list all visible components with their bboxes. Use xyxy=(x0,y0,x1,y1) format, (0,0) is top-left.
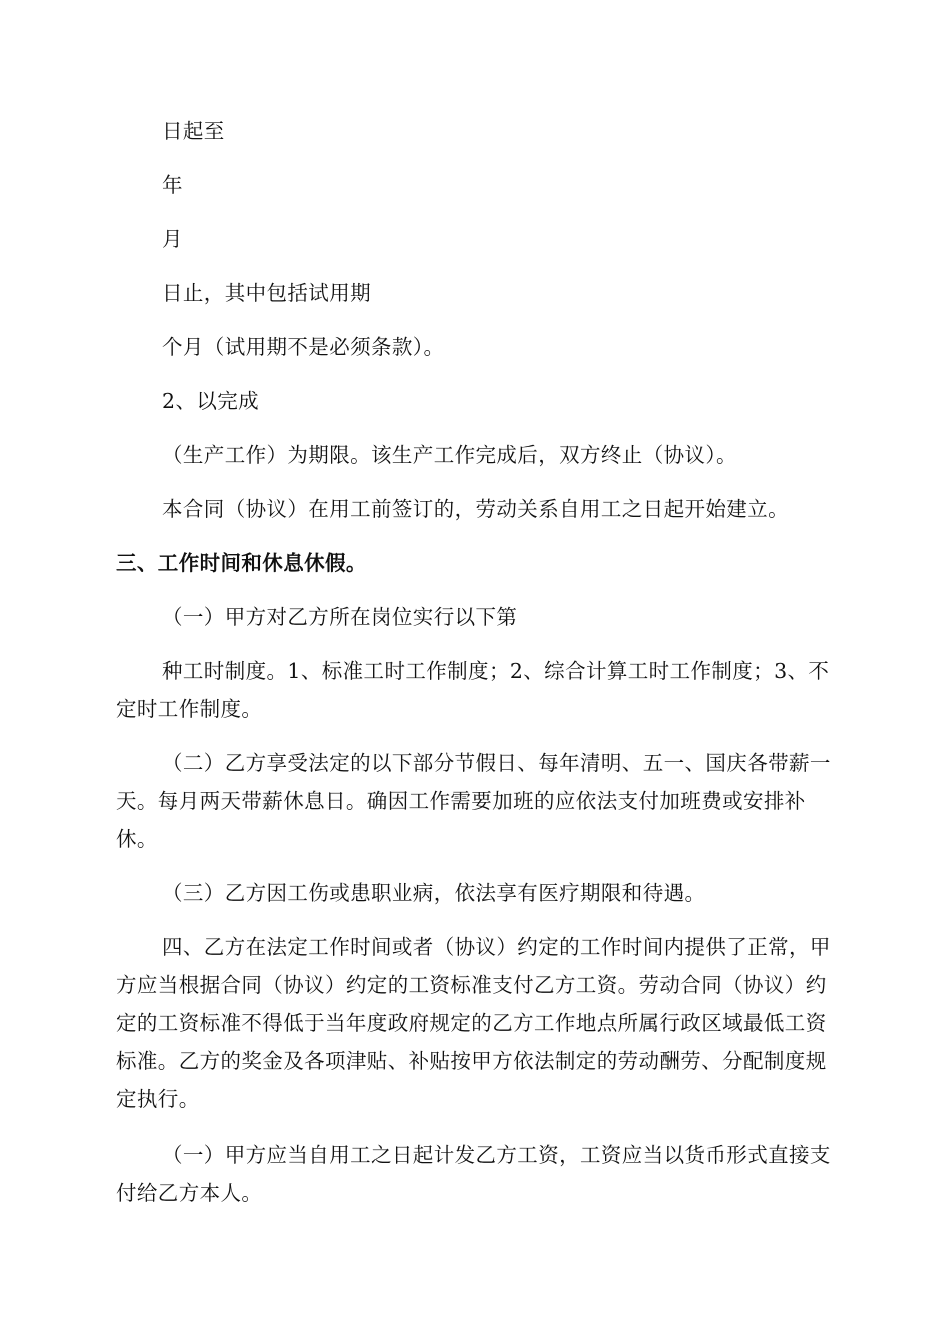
paragraph-clause-2: 2、以完成 xyxy=(162,389,260,413)
section-heading-work-time: 三、工作时间和休息休假。 xyxy=(116,551,367,575)
paragraph-holidays: （二）乙方享受法定的以下部分节假日、每年清明、五一、国庆各带薪一天。每月两天带薪休息日。确因工作需要加班的应依法支付加班费或安排补休。 xyxy=(116,751,831,851)
paragraph-start-date: 日起至 xyxy=(162,119,225,143)
paragraph-contract-signing: 本合同（协议）在用工前签订的，劳动关系自用工之日起开始建立。 xyxy=(162,497,789,521)
paragraph-work-system-types: 种工时制度。1、标准工时工作制度；2、综合计算工时工作制度；3、不定时工作制度。 xyxy=(116,659,830,721)
paragraph-year: 年 xyxy=(162,173,183,197)
paragraph-medical-leave: （三）乙方因工伤或患职业病，依法享有医疗期限和待遇。 xyxy=(162,881,706,905)
paragraph-probation-months: 个月（试用期不是必须条款）。 xyxy=(162,335,445,359)
paragraph-production-term: （生产工作）为期限。该生产工作完成后，双方终止（协议）。 xyxy=(162,443,737,467)
paragraph-month: 月 xyxy=(162,227,183,251)
paragraph-wages-section-4: 四、乙方在法定工作时间或者（协议）约定的工作时间内提供了正常，甲方应当根据合同（协议）约定的工资标准支付乙方工资。劳动合同（协议）约定的工资标准不得低于当年度政府规定的乙方工作地点所属行政区域最低工资标准。乙方的奖金及各项津贴、补贴按甲方依法制定的劳动酬劳、分配制度规定执行。 xyxy=(116,935,831,1111)
paragraph-wage-payment: （一）甲方应当自用工之日起计发乙方工资，工资应当以货币形式直接支付给乙方本人。 xyxy=(116,1143,831,1205)
paragraph-work-system: （一）甲方对乙方所在岗位实行以下第 xyxy=(162,605,518,629)
paragraph-end-date-probation: 日止，其中包括试用期 xyxy=(162,281,371,305)
